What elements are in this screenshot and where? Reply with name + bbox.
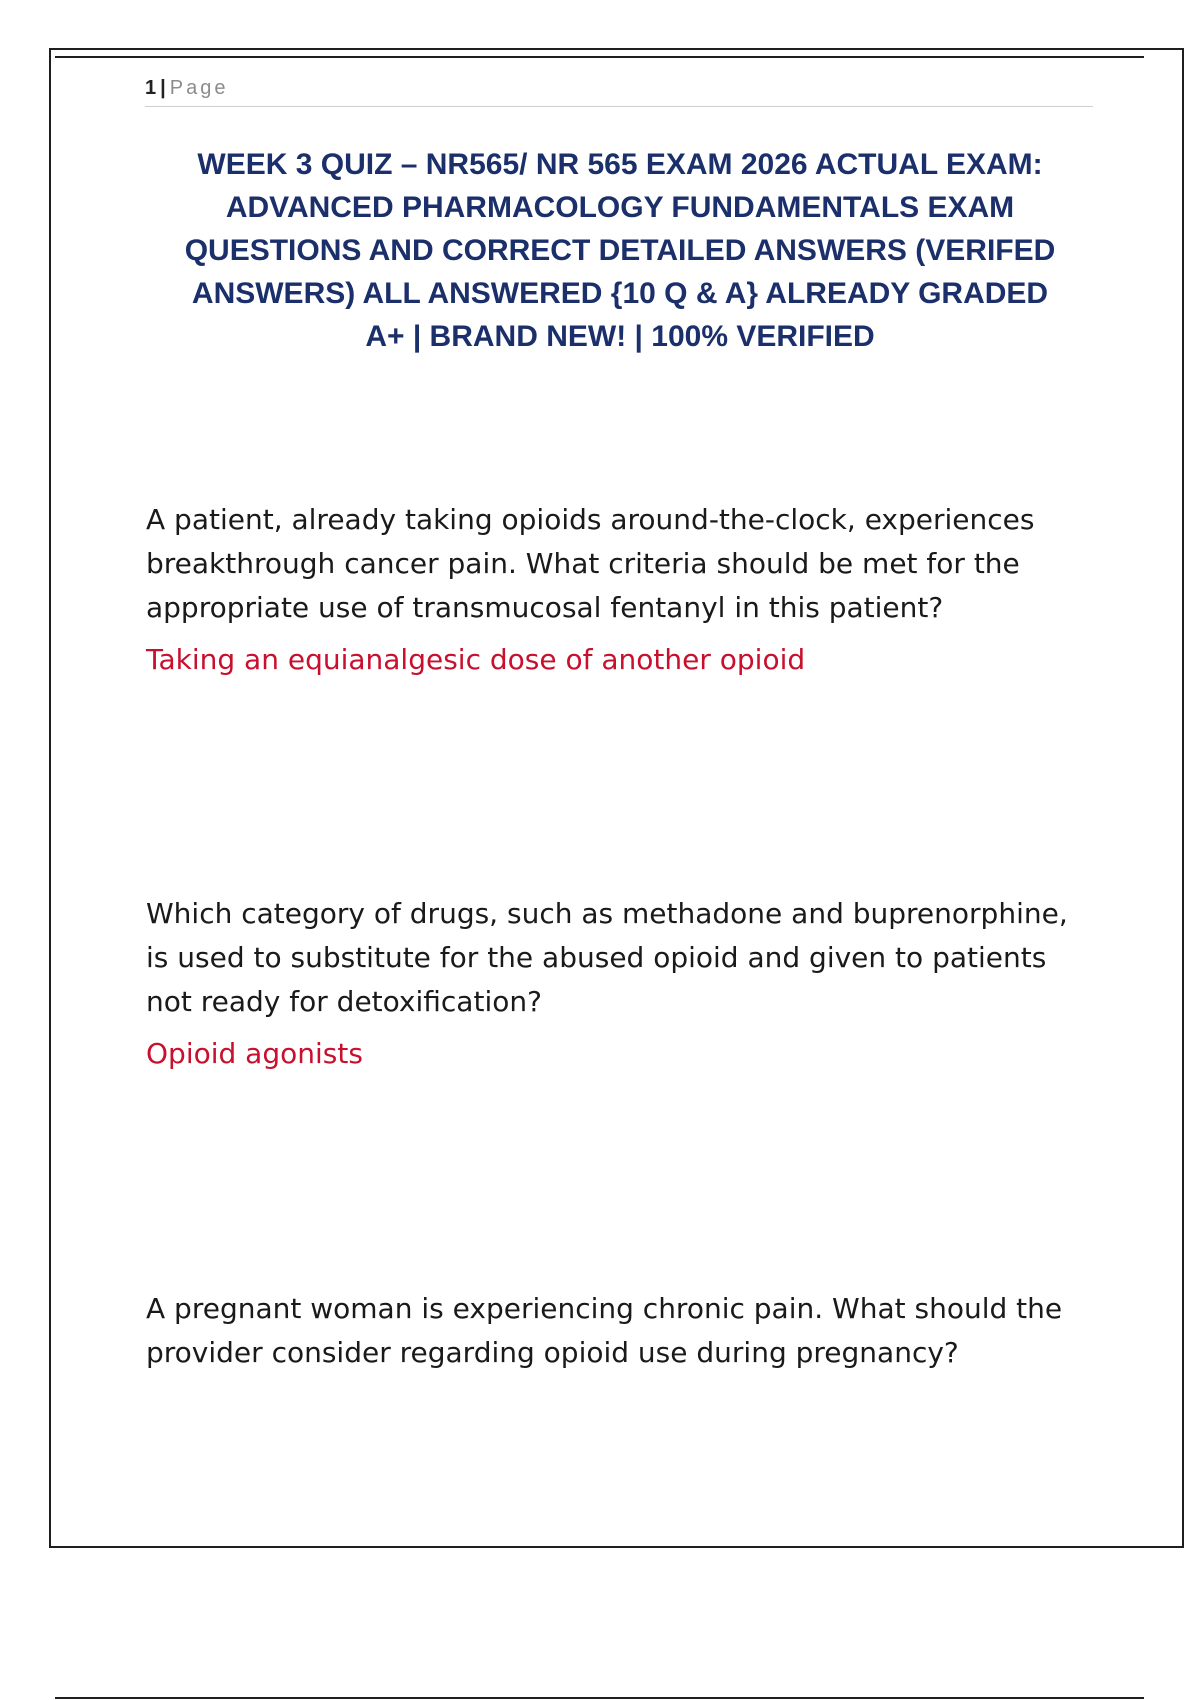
answer-text: Opioid agonists — [146, 1037, 363, 1070]
question-text — [146, 1287, 1106, 1375]
page-header — [145, 76, 1093, 107]
top-rule — [55, 56, 1144, 58]
bottom-rule — [55, 1697, 1144, 1699]
qa-item — [146, 892, 1106, 1076]
title-line: WEEK 3 QUIZ – NR565/ NR 565 EXAM 2026 ACTUAL EXAM: — [197, 148, 1043, 181]
answer-text: Taking an equianalgesic dose of another opioid — [146, 643, 806, 676]
qa-item — [146, 498, 1106, 682]
qa-item — [146, 1287, 1106, 1375]
question-line: A pregnant woman is experiencing chronic pain. What should the — [146, 1292, 1063, 1325]
page-number: 1 — [145, 77, 157, 99]
question-line: Which category of drugs, such as methadone and buprenorphine, — [146, 897, 1068, 930]
question-text — [146, 498, 1106, 630]
page-label: Page — [169, 77, 229, 99]
title-line: A+ | BRAND NEW! | 100% VERIFIED — [365, 320, 875, 353]
question-line: breakthrough cancer pain. What criteria should be met for the — [146, 547, 1020, 580]
question-line: appropriate use of transmucosal fentanyl in this patient? — [146, 591, 944, 624]
question-line: is used to substitute for the abused opioid and given to patients — [146, 941, 1047, 974]
question-line: not ready for detoxification? — [146, 985, 542, 1018]
title-line: QUESTIONS AND CORRECT DETAILED ANSWERS (VERIFED — [184, 234, 1056, 267]
question-line: provider consider regarding opioid use during pregnancy? — [146, 1336, 959, 1369]
question-line: A patient, already taking opioids around-the-clock, experiences — [146, 503, 1035, 536]
title-line: ADVANCED PHARMACOLOGY FUNDAMENTALS EXAM — [225, 191, 1015, 224]
question-text — [146, 892, 1106, 1024]
document-title — [140, 143, 1100, 358]
title-line: ANSWERS) ALL ANSWERED {10 Q & A} ALREADY GRADED — [191, 277, 1049, 310]
page-separator: | — [160, 77, 166, 99]
